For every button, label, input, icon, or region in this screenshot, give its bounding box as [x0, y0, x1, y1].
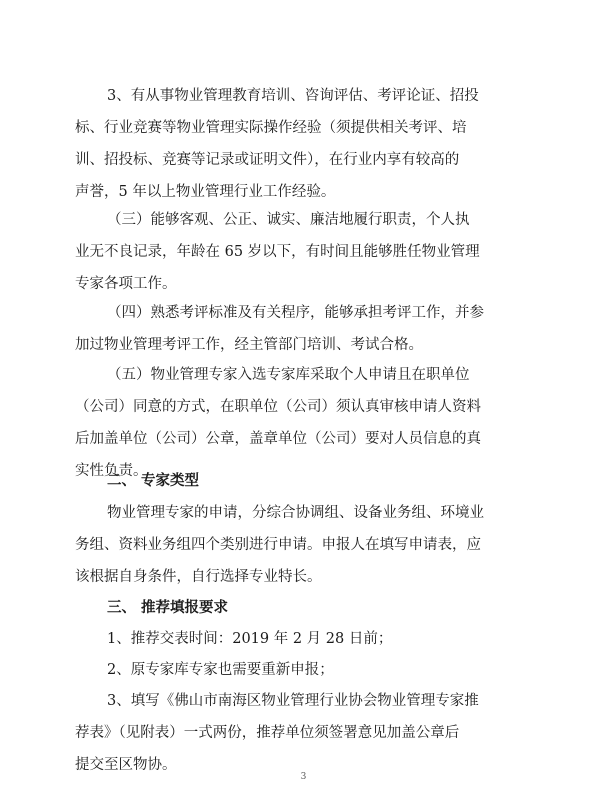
text-line: 加过物业管理考评工作，经主管部门培训、考试合格。: [75, 337, 423, 353]
text-line: 2、原专家库专家也需要重新申报；: [107, 662, 334, 678]
text-line: （四）熟悉考评标准及有关程序，能够承担考评工作，并参: [107, 305, 484, 321]
list-item: [0, 654, 607, 686]
page-number: 3: [300, 772, 307, 782]
text-line: 专家各项工作。: [75, 276, 177, 292]
text-line: 物业管理专家的申请，分综合协调组、设备业务组、环境业: [107, 505, 484, 521]
text-line: 荐表》（见附表）一式两份，推荐单位须签署意见加盖公章后: [75, 725, 460, 741]
text-line: （五）物业管理专家入选专家库采取个人申请且在职单位: [107, 367, 470, 383]
paragraph-item-3: [0, 80, 607, 208]
text-line: （公司）同意的方式，在职单位（公司）须认真审核申请人资料: [75, 399, 481, 415]
text-line: 1、推荐交表时间：2019 年 2 月 28 日前；: [107, 631, 393, 647]
text-line: 标、行业竞赛等物业管理实际操作经验（须提供相关考评、培: [75, 120, 467, 136]
text-line: 实性负责。: [75, 463, 148, 479]
paragraph-expert-types: [0, 497, 607, 593]
section-heading-submission-requirements: 三、 推荐填报要求: [107, 600, 229, 616]
text-line: （三）能够客观、公正、诚实、廉洁地履行职责，个人执: [107, 212, 470, 228]
list-item: [0, 685, 607, 781]
paragraph-clause-3: [0, 204, 607, 300]
text-line: 务组、资料业务组四个类别进行申请。申报人在填写申请表，应: [75, 537, 481, 553]
list-item: [0, 623, 607, 655]
paragraph-clause-4: [0, 297, 607, 361]
section-heading-expert-types: 二、 专家类型: [107, 473, 200, 489]
text-line: 提交至区物协。: [75, 757, 177, 773]
text-line: 声誉，5 年以上物业管理行业工作经验。: [75, 184, 336, 200]
text-line: 后加盖单位（公司）公章，盖章单位（公司）要对人员信息的真: [75, 431, 481, 447]
text-line: 3、填写《佛山市南海区物业管理行业协会物业管理专家推: [107, 693, 479, 709]
text-line: 3、有从事物业管理教育培训、咨询评估、考评论证、招投: [107, 88, 479, 104]
text-line: 业无不良记录，年龄在 65 岁以下，有时间且能够胜任物业管理: [75, 244, 480, 260]
text-line: 该根据自身条件，自行选择专业特长。: [75, 569, 322, 585]
text-line: 训、招投标、竞赛等记录或证明文件），在行业内享有较高的: [75, 152, 460, 168]
